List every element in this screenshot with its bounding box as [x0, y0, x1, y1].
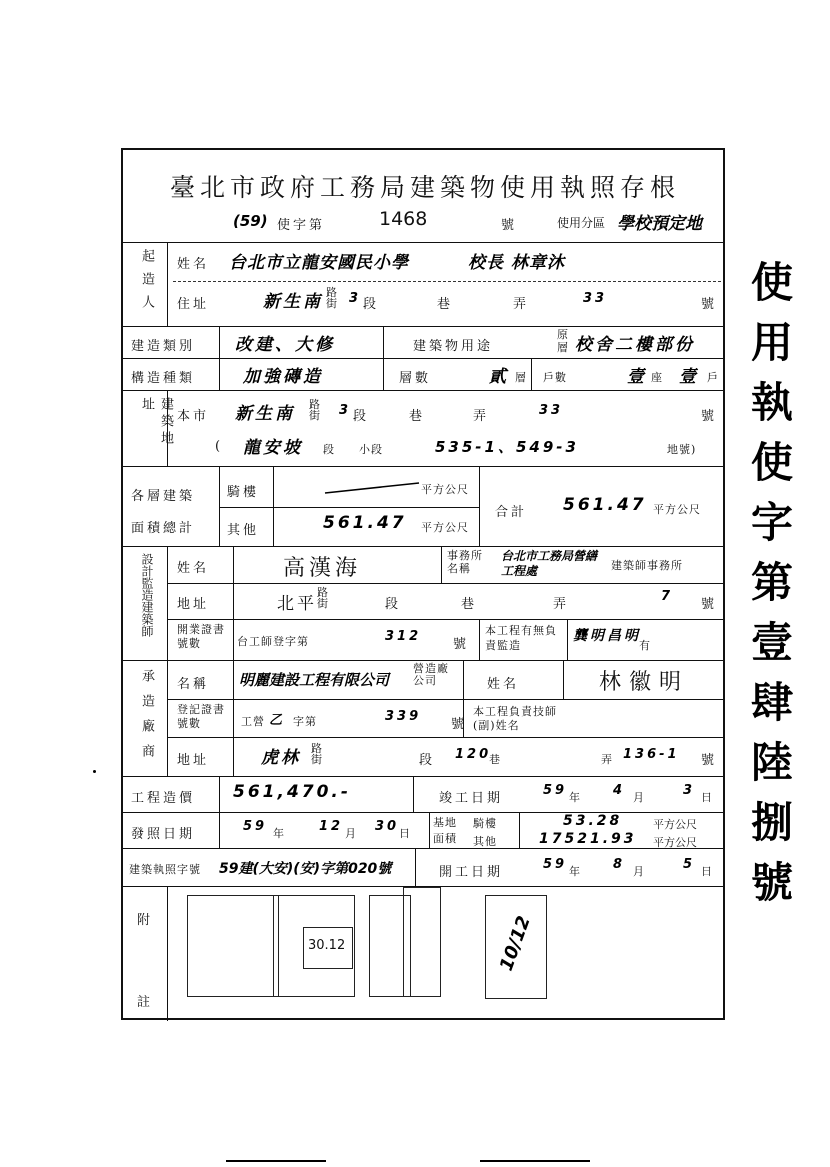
site-address-row — [123, 390, 723, 467]
site-road: 新生南 — [235, 404, 295, 424]
completion-day-unit: 日 — [701, 791, 713, 804]
start-month-unit: 月 — [633, 865, 645, 878]
supervise-label: 本工程有無負責監造 — [485, 624, 557, 652]
contractor-alley-label: 弄 — [601, 753, 613, 766]
site-city: 本市 — [177, 409, 210, 424]
start-year: 59 — [543, 857, 568, 872]
contractor-road-label: 路街 — [311, 742, 323, 766]
strip-char-9: 捌 — [750, 798, 793, 847]
units-value-1: 壹 — [627, 367, 647, 387]
designer-name-value: 高漢海 — [283, 556, 362, 581]
designer-road-label: 路街 — [317, 586, 329, 610]
cost-row — [123, 776, 723, 813]
contractor-tech-label: 本工程負責技師(副)姓名 — [473, 705, 557, 732]
builder-lane-label: 巷 — [437, 297, 454, 312]
strip-char-7: 肆 — [750, 678, 793, 727]
arcade-unit: 平方公尺 — [421, 483, 469, 496]
stamp-box-4 — [403, 887, 441, 997]
issue-year-unit: 年 — [273, 827, 285, 840]
site-lot-label: 地號) — [667, 443, 697, 456]
contractor-address-label: 地址 — [177, 753, 210, 768]
builder-name-value: 台北市立龍安國民小學 — [229, 253, 409, 273]
contractor-reg-word: 字第 — [293, 715, 317, 728]
contractor-name-suffix: 營造廠公司 — [413, 662, 449, 687]
issue-day-unit: 日 — [399, 827, 411, 840]
permit-stub-card — [121, 148, 725, 1020]
land-other-unit: 平方公尺 — [653, 836, 697, 849]
contractor-lane-value: 120 — [455, 747, 492, 762]
designer-section — [123, 546, 723, 661]
site-hao: 號 — [701, 409, 718, 424]
site-address-label: 建築地址 — [139, 397, 173, 448]
scan-edge-mark-2 — [480, 1160, 590, 1162]
permit-year: (59) — [233, 212, 268, 230]
completion-year: 59 — [543, 783, 568, 798]
other-area-value: 561.47 — [323, 513, 407, 533]
builder-address-road: 新生南 — [263, 292, 323, 312]
designer-alley-label: 弄 — [553, 597, 570, 612]
start-day: 5 — [683, 857, 696, 872]
land-area-label: 基地面積 — [433, 816, 457, 845]
floors-unit: 層 — [515, 371, 527, 384]
issue-month: 12 — [319, 819, 344, 834]
completion-day: 3 — [683, 783, 696, 798]
start-month: 8 — [613, 857, 626, 872]
contractor-reg-label: 登記證書號數 — [177, 703, 225, 730]
start-day-unit: 日 — [701, 865, 713, 878]
site-paren-open: ( — [215, 439, 224, 454]
designer-reg-value: 312 — [385, 629, 422, 644]
builder-alley-label: 弄 — [513, 297, 530, 312]
site-lots: 535-1、549-3 — [435, 438, 579, 456]
site-alley-label: 弄 — [473, 409, 490, 424]
designer-reg-hao: 號 — [453, 637, 470, 652]
floor-area-label-2: 面積總計 — [131, 521, 196, 536]
total-area-value: 561.47 — [563, 495, 647, 515]
contractor-reg-hao: 號 — [451, 717, 468, 732]
contractor-name-label: 名稱 — [177, 677, 210, 692]
construction-type-value: 改建、大修 — [235, 335, 335, 355]
contractor-reg-value: 339 — [385, 709, 422, 724]
building-use-label: 建築物用途 — [413, 339, 494, 354]
completion-month: 4 — [613, 783, 626, 798]
site-sub-label: 小段 — [359, 443, 383, 456]
site-duan-label: 段 — [353, 409, 370, 424]
units-unit: 戶 — [707, 371, 719, 384]
scan-edge-mark — [226, 1160, 326, 1162]
units-value-2: 壹 — [679, 367, 699, 387]
designer-reg-label: 開業證書號數 — [177, 623, 225, 650]
contractor-section — [123, 660, 723, 777]
land-arcade-value: 53.28 — [563, 813, 623, 829]
contractor-section-label: 承造廠商 — [139, 669, 154, 769]
strip-char-5: 第 — [750, 558, 793, 607]
start-year-unit: 年 — [569, 865, 581, 878]
strip-char-10: 號 — [750, 858, 793, 907]
contractor-duan-label: 段 — [419, 753, 436, 768]
strip-char-3: 使 — [750, 438, 793, 487]
structure-row — [123, 358, 723, 391]
site-duan: 3 — [339, 403, 352, 418]
strip-char-1: 用 — [750, 318, 793, 367]
builder-row — [123, 242, 723, 327]
land-other-value: 17521.93 — [539, 831, 637, 847]
building-use-prefix: 原層 — [557, 328, 569, 354]
total-area-label: 合計 — [495, 505, 528, 520]
arcade-label: 騎樓 — [227, 485, 260, 500]
land-arcade-label: 騎樓 — [473, 817, 497, 830]
permit-word: 使字第 — [277, 218, 326, 233]
contractor-hao: 號 — [701, 753, 718, 768]
designer-section-label: 設計監造建築師 — [140, 553, 154, 637]
designer-hao: 號 — [701, 597, 718, 612]
designer-address-value: 北平 — [277, 594, 317, 614]
building-use-value: 校舍二樓部份 — [575, 335, 695, 355]
license-label: 建築執照字號 — [129, 863, 201, 876]
permit-hao: 號 — [501, 218, 515, 233]
designer-duan-label: 段 — [385, 597, 402, 612]
builder-duan: 3 — [349, 291, 362, 306]
designer-name-label: 姓名 — [177, 561, 210, 576]
strip-char-6: 壹 — [750, 618, 793, 667]
arcade-strike-icon — [323, 481, 423, 495]
contractor-reg-prefix: 工營 — [241, 715, 265, 728]
builder-number: 33 — [583, 291, 608, 306]
contractor-number: 136-1 — [623, 747, 680, 762]
site-lane-label: 巷 — [409, 409, 426, 424]
date-stamp — [303, 927, 353, 969]
structure-value: 加強磚造 — [243, 367, 323, 387]
builder-principal: 校長 林章沐 — [468, 253, 565, 273]
completion-year-unit: 年 — [569, 791, 581, 804]
builder-name-label: 姓名 — [177, 257, 210, 272]
site-sec-label: 段 — [323, 443, 335, 456]
construction-type-row — [123, 326, 723, 359]
completion-month-unit: 月 — [633, 791, 645, 804]
cost-label: 工程造價 — [131, 791, 196, 806]
other-area-unit: 平方公尺 — [421, 521, 469, 534]
construction-type-label: 建造類別 — [131, 339, 196, 354]
issue-year: 59 — [243, 819, 268, 834]
floors-label: 層數 — [399, 371, 432, 386]
scan-speck — [93, 770, 96, 773]
district-value: 學校預定地 — [617, 214, 702, 234]
designer-address-label: 地址 — [177, 597, 210, 612]
floor-area-row — [123, 466, 723, 547]
land-arcade-unit: 平方公尺 — [653, 818, 697, 831]
site-number: 33 — [539, 403, 564, 418]
structure-label: 構造種類 — [131, 371, 196, 386]
contractor-reg-class: 乙 — [269, 713, 286, 728]
office-label: 事務所名稱 — [447, 549, 483, 575]
units-label: 戶數 — [543, 371, 567, 384]
strip-char-4: 字 — [750, 498, 793, 547]
stamp-box-1 — [187, 895, 279, 997]
units-mid: 座 — [651, 371, 663, 384]
builder-duan-label: 段 — [363, 297, 380, 312]
permit-number: 1468 — [379, 208, 428, 230]
builder-section-label: 起造人 — [139, 249, 154, 318]
designer-reg-prefix: 台工師登字第 — [237, 635, 309, 648]
date-stamp-text: 30.12 — [308, 938, 346, 953]
contractor-address-value: 虎林 — [261, 748, 301, 768]
license-row — [123, 848, 723, 887]
supervise-suffix: 有 — [639, 639, 651, 652]
floors-value: 貳 — [489, 367, 509, 387]
total-area-unit: 平方公尺 — [653, 503, 701, 516]
builder-address-label: 住址 — [177, 297, 210, 312]
issue-label: 發照日期 — [131, 827, 196, 842]
site-road-label: 路街 — [309, 398, 321, 422]
cost-value: 561,470.- — [233, 782, 351, 802]
adjacent-page-strip — [742, 250, 802, 910]
handwritten-note: 10/12 — [495, 913, 535, 974]
start-label: 開工日期 — [439, 865, 504, 880]
strip-char-2: 執 — [750, 378, 793, 427]
designer-lane-label: 巷 — [461, 597, 478, 612]
district-label: 使用分區 — [557, 216, 606, 230]
contractor-person-label: 姓名 — [487, 677, 520, 692]
builder-hao: 號 — [701, 297, 718, 312]
builder-road-label: 路街 — [326, 286, 338, 310]
contractor-lane-label: 巷 — [489, 753, 501, 766]
strip-char-0: 使 — [750, 258, 793, 307]
office-suffix: 建築師事務所 — [611, 559, 683, 572]
floor-area-label-1: 各層建築 — [131, 489, 196, 504]
issue-day: 30 — [375, 819, 400, 834]
land-other-label: 其他 — [473, 835, 497, 848]
issue-month-unit: 月 — [345, 827, 357, 840]
contractor-name-value: 明麗建設工程有限公司 — [239, 671, 390, 689]
designer-number: 7 — [661, 589, 674, 604]
other-label: 其他 — [227, 523, 260, 538]
completion-label: 竣工日期 — [439, 791, 504, 806]
office-value: 台北市工務局營繕工程處 — [501, 549, 598, 578]
notes-row — [123, 886, 723, 1021]
issue-row — [123, 812, 723, 849]
contractor-person-value: 林徽明 — [599, 670, 690, 695]
license-value: 59建(大安)(安)字第020號 — [219, 861, 392, 877]
supervise-value: 龔明昌明 — [573, 628, 641, 644]
strip-char-8: 陸 — [750, 738, 793, 787]
notes-label-top: 附 — [137, 913, 154, 928]
permit-number-line — [231, 208, 711, 238]
site-district: 龍安坡 — [243, 438, 303, 458]
document-title: 臺北市政府工務局建築物使用執照存根 — [169, 173, 680, 202]
notes-label-bottom: 註 — [137, 995, 154, 1010]
